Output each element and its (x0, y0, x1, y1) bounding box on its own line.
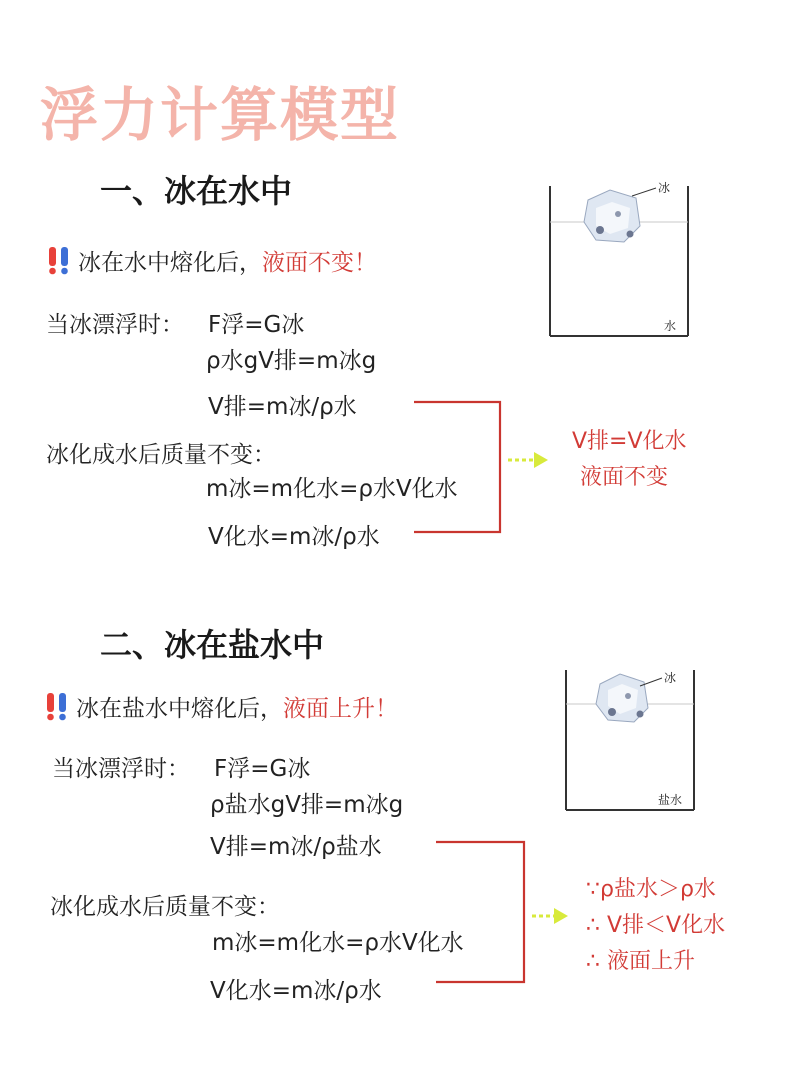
section1-beaker-figure (540, 178, 700, 340)
section1-eq4: m冰=m化水=ρ水V化水 (206, 476, 458, 502)
section2-eq4: m冰=m化水=ρ水V化水 (212, 930, 464, 956)
section2-note-text: 冰在盐水中熔化后， (76, 696, 283, 722)
section1-eq3: V排=m冰/ρ水 (208, 394, 357, 420)
section1-result-line1: V排=V化水 (572, 429, 687, 454)
ice-cube-icon (596, 674, 648, 722)
section2-liquid-label: 盐水 (658, 793, 683, 807)
section2-note (44, 690, 398, 723)
section1-note-highlight: 液面不变！ (262, 250, 377, 276)
section2-result-line3: ∴ 液面上升 (586, 949, 695, 974)
section1-eq5: V化水=m冰/ρ水 (208, 524, 380, 550)
section2-eq5: V化水=m冰/ρ水 (210, 978, 382, 1004)
section2-mass-label: 冰化成水后质量不变： (50, 894, 280, 920)
section2-eq1: F浮=G冰 (214, 756, 311, 782)
section2-result-line2: ∴ V排＜V化水 (586, 913, 726, 938)
section1-bracket (400, 390, 560, 540)
page-title: 浮力计算模型 (40, 81, 401, 149)
section2-beaker-figure (556, 664, 706, 816)
section1-liquid-label: 水 (664, 319, 677, 333)
double-exclamation-icon (46, 245, 72, 275)
section2-result-line1: ∵ρ盐水＞ρ水 (586, 877, 716, 902)
section1-result-line2: 液面不变 (580, 465, 669, 490)
ice-cube-icon (584, 190, 640, 242)
section1-float-label: 当冰漂浮时： (46, 312, 184, 338)
section1-eq2: ρ水gV排=m冰g (206, 348, 377, 374)
section1-note-text: 冰在水中熔化后， (78, 250, 262, 276)
section1-eq1: F浮=G冰 (208, 312, 305, 338)
section1-note (46, 244, 377, 277)
section1-ice-label: 冰 (658, 181, 671, 195)
section2-bracket (422, 830, 582, 990)
section2-ice-label: 冰 (664, 671, 677, 685)
section2-note-highlight: 液面上升！ (283, 696, 398, 722)
section2-heading: 二、冰在盐水中 (100, 626, 325, 664)
section2-eq3: V排=m冰/ρ盐水 (210, 834, 382, 860)
section2-float-label: 当冰漂浮时： (52, 756, 190, 782)
section2-eq2: ρ盐水gV排=m冰g (210, 792, 404, 818)
section1-mass-label: 冰化成水后质量不变： (46, 442, 276, 468)
double-exclamation-icon (44, 691, 70, 721)
section1-heading: 一、冰在水中 (100, 172, 293, 210)
